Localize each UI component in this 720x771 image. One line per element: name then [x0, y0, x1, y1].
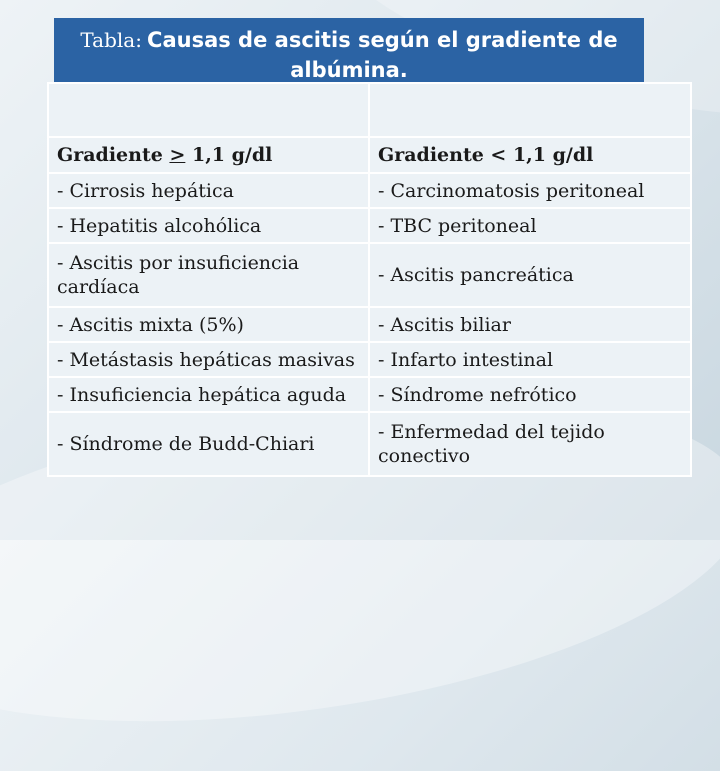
left-cell: - Metástasis hepáticas masivas — [48, 342, 369, 377]
left-cell: - Hepatitis alcohólica — [48, 208, 369, 243]
right-cell: - Carcinomatosis peritoneal — [369, 173, 691, 208]
table-empty-row — [48, 83, 691, 137]
table-row — [48, 243, 691, 307]
header-left-suffix: 1,1 g/dl — [185, 144, 273, 166]
right-cell: - Infarto intestinal — [369, 342, 691, 377]
right-cell: - Enfermedad del tejido conectivo — [369, 412, 691, 476]
table-row — [48, 412, 691, 476]
left-cell: - Síndrome de Budd-Chiari — [48, 412, 369, 476]
table-row — [48, 208, 691, 243]
left-cell: - Ascitis mixta (5%) — [48, 307, 369, 342]
header-left-prefix: Gradiente — [57, 144, 170, 166]
title-main: Causas de ascitis según el gradiente de albúmina. — [147, 28, 618, 82]
left-cell: - Insuficiencia hepática aguda — [48, 377, 369, 412]
table-header-row — [48, 137, 691, 173]
right-cell: - Síndrome nefrótico — [369, 377, 691, 412]
header-left-symbol: > — [169, 144, 186, 166]
table-row — [48, 307, 691, 342]
left-cell: - Ascitis por insuficiencia cardíaca — [48, 243, 369, 307]
slide-title — [54, 18, 644, 82]
empty-cell — [48, 83, 369, 137]
table-row — [48, 377, 691, 412]
right-cell: - Ascitis biliar — [369, 307, 691, 342]
header-right: Gradiente < 1,1 g/dl — [369, 137, 691, 173]
left-cell: - Cirrosis hepática — [48, 173, 369, 208]
empty-cell — [369, 83, 691, 137]
ascites-table — [47, 82, 692, 477]
right-cell: - TBC peritoneal — [369, 208, 691, 243]
table-row — [48, 173, 691, 208]
title-prefix: Tabla: — [80, 28, 142, 52]
header-left — [48, 137, 369, 173]
right-cell: - Ascitis pancreática — [369, 243, 691, 307]
table-row — [48, 342, 691, 377]
